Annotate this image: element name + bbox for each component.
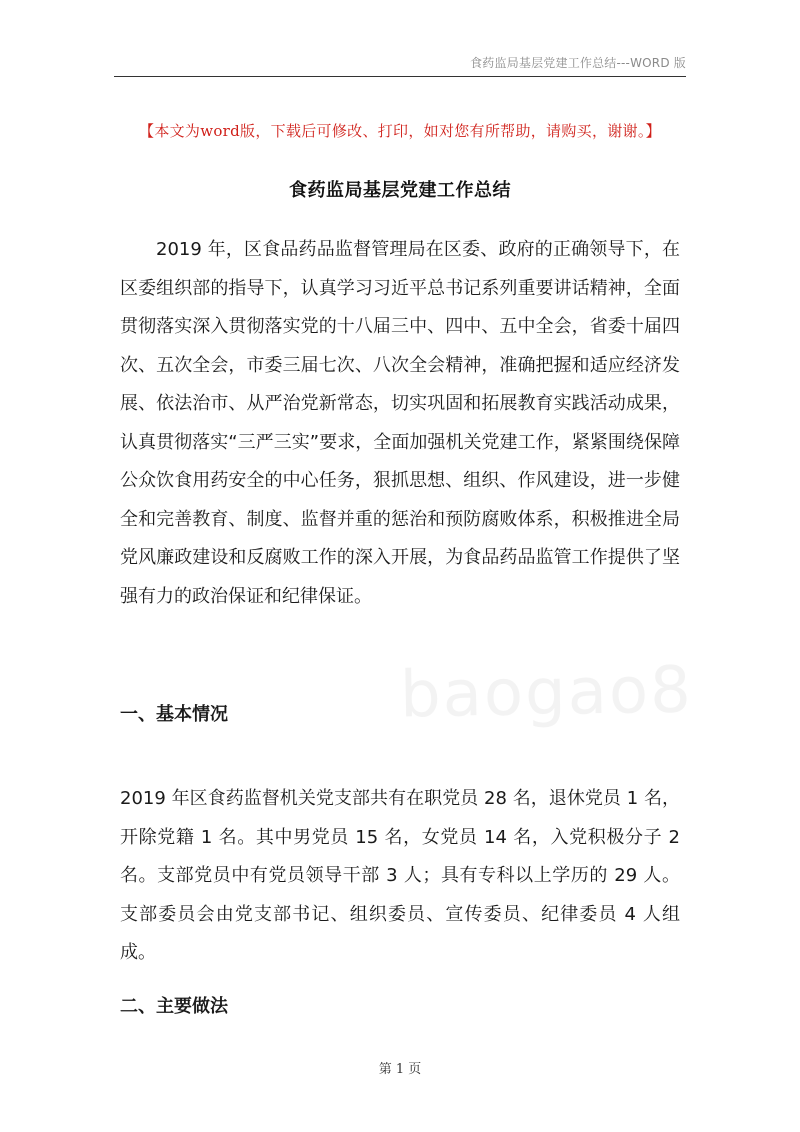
section-body-basic-info: 2019 年区食药监督机关党支部共有在职党员 28 名，退休党员 1 名，开除党籍 1 名。其中男党员 15 名，女党员 14 名，入党积极分子 2 名。支部党员中有党员领导干部 3 人；具有专科以上学历的 29 人。支部委员会由党支部书记、组织委员、宣传委员、纪律委员 4 人组成。: [120, 788, 680, 963]
section-heading-basic-info: 一、基本情况: [120, 704, 228, 725]
page-header: 食药监局基层党建工作总结---WORD 版: [470, 56, 686, 70]
section-heading-main-practices: 二、主要做法: [120, 996, 228, 1017]
header-divider: [114, 76, 686, 77]
watermark-logo: baogao8: [399, 653, 694, 733]
intro-paragraph: 2019 年，区食品药品监督管理局在区委、政府的正确领导下，在区委组织部的指导下，认真学习习近平总书记系列重要讲话精神，全面贯彻落实深入贯彻落实党的十八届三中、四中、五中全会，省委十届四次、五次全会，市委三届七次、八次全会精神，准确把握和适应经济发展、依法治市、从严治党新常态，切实巩固和拓展教育实践活动成果，认真贯彻落实“三严三实”要求，全面加强机关党建工作，紧紧围绕保障公众饮食用药安全的中心任务，狠抓思想、组织、作风建设，进一步健全和完善教育、制度、监督并重的惩治和预防腐败体系，积极推进全局党风廉政建设和反腐败工作的深入开展，为食品药品监管工作提供了坚强有力的政治保证和纪律保证。: [120, 239, 680, 607]
document-title: 食药监局基层党建工作总结: [289, 180, 511, 201]
purchase-notice: 【本文为word版，下载后可修改、打印，如对您有所帮助，请购买，谢谢。】: [139, 122, 661, 140]
page-number: 第 1 页: [378, 1062, 422, 1077]
